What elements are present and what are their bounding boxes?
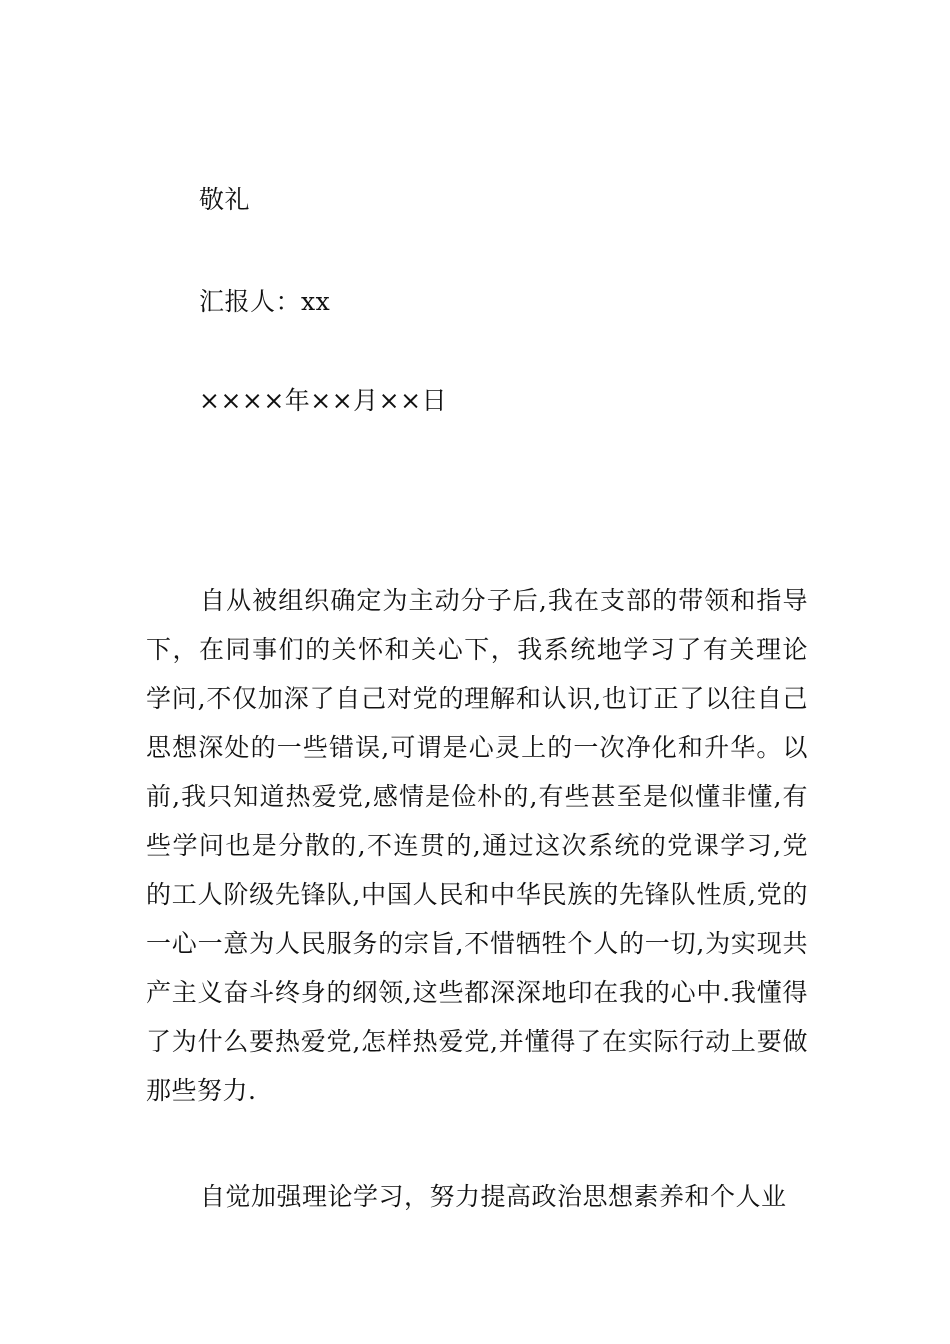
paragraph-text: 自觉加强理论学习，努力提高政治思想素养和个人业 [200,1182,787,1211]
reporter-signature: 汇报人：xx [199,287,331,316]
body-paragraph-2 [146,1172,808,1221]
closing-salutation: 敬礼 [199,185,251,214]
report-date: ××××年××月××日 [199,386,448,415]
body-paragraph-1 [146,576,808,1115]
paragraph-text: 自从被组织确定为主动分子后,我在支部的带领和指导下，在同事们的关怀和关心下，我系统地学习了有关理论学问,不仅加深了自己对党的理解和认识,也订正了以往自己思想深处的一些错误,可谓是心灵上的一次净化和升华。以前,我只知道热爱党,感情是俭朴的,有些甚至是似懂非懂,有些学问也是分散的,不连贯的,通过这次系统的党课学习,党的工人阶级先锋队,中国人民和中华民族的先锋队性质,党的一心一意为人民服务的宗旨,不惜牺牲个人的一切,为实现共产主义奋斗终身的纲领,这些都深深地印在我的心中.我懂得了为什么要热爱党,怎样热爱党,并懂得了在实际行动上要做那些努力. [146,586,808,1105]
